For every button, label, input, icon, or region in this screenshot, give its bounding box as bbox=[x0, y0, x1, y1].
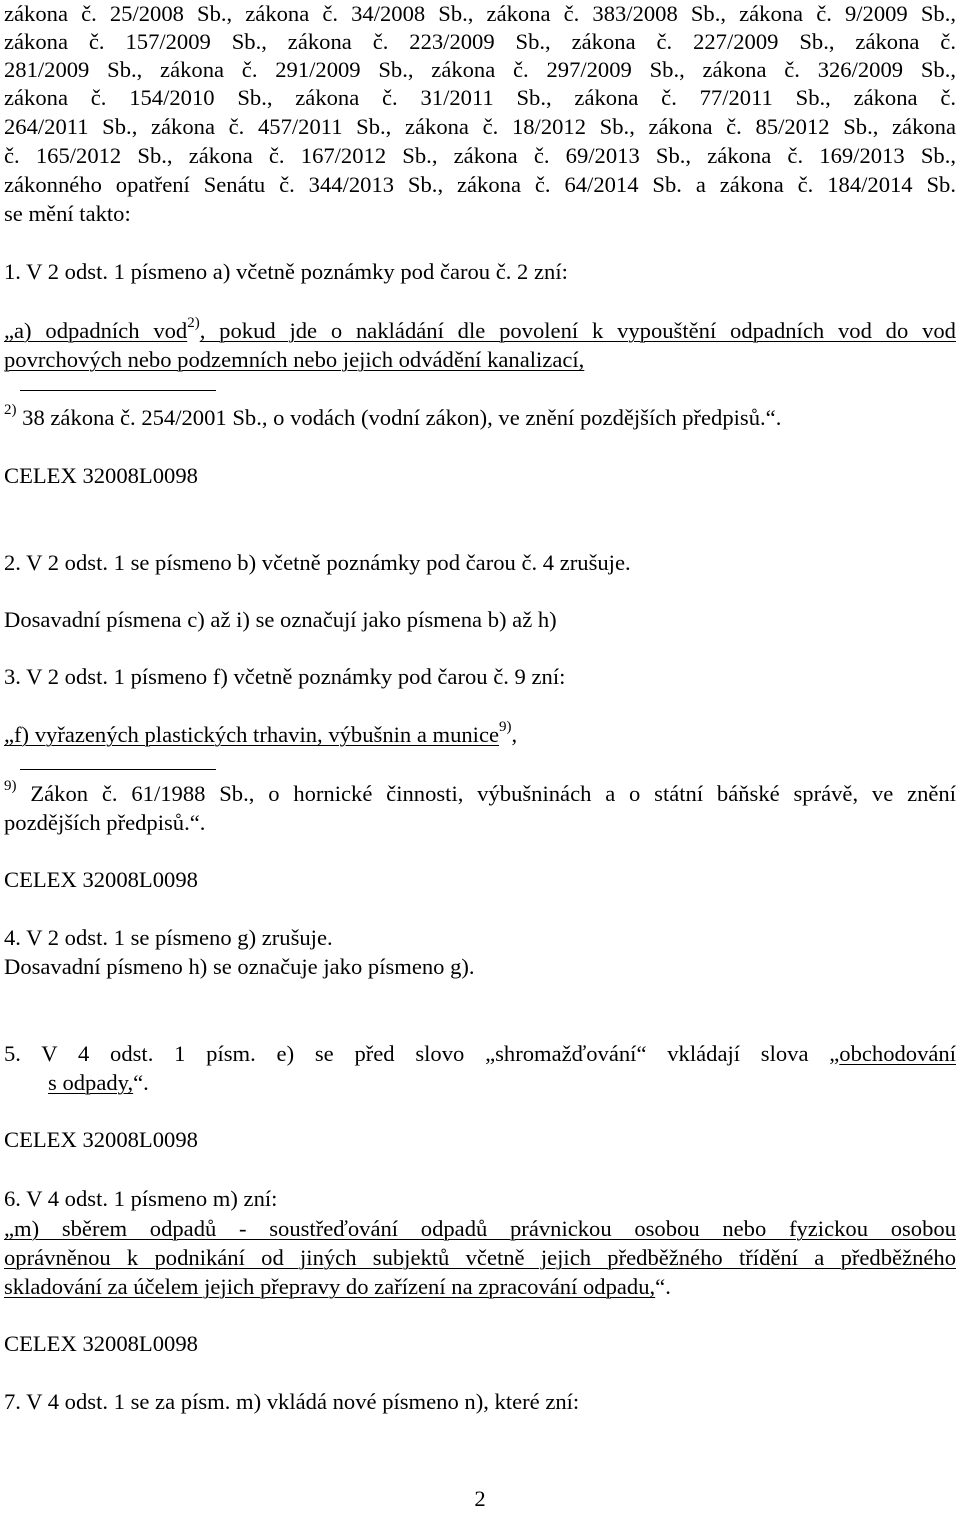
item3-footnote-line2: pozdějších předpisů.“. bbox=[4, 810, 206, 835]
item7-heading: 7. V 4 odst. 1 se za písm. m) vkládá nové písmeno n), které zní: bbox=[4, 1389, 580, 1414]
celex-reference: CELEX 32008L0098 bbox=[4, 1331, 198, 1356]
item3-footnote-text: Zákon č. 61/1988 Sb., o hornické činnosti, výbušninách a o státní báňské správě, ve znění bbox=[16, 781, 956, 806]
intro-line: zákona č. 154/2010 Sb., zákona č. 31/2011 Sb., zákona č. 77/2011 Sb., zákona č. bbox=[4, 85, 956, 110]
item6-quote-line1-text: „m) sběrem odpadů - soustřeďování odpadů právnickou osobou nebo fyzickou osobou bbox=[4, 1216, 956, 1241]
item4-note: Dosavadní písmeno h) se označuje jako písmeno g). bbox=[4, 954, 475, 979]
celex-reference: CELEX 32008L0098 bbox=[4, 1127, 198, 1152]
footnote-mark: 9) bbox=[4, 778, 17, 795]
footnote-mark: 2) bbox=[4, 402, 17, 419]
item5-line2-text: “. bbox=[133, 1070, 149, 1095]
item1-footnote-text: 38 zákona č. 254/2001 Sb., o vodách (vodní zákon), ve znění pozdějších předpisů.“. bbox=[16, 405, 782, 430]
intro-line: zákona č. 25/2008 Sb., zákona č. 34/2008 Sb., zákona č. 383/2008 Sb., zákona č. 9/2009 Sb., bbox=[4, 1, 956, 26]
item5-line1-underlined: obchodování bbox=[839, 1041, 956, 1066]
page-number: 2 bbox=[474, 1486, 486, 1511]
intro-line: zákonného opatření Senátu č. 344/2013 Sb., zákona č. 64/2014 Sb. a zákona č. 184/2014 Sb. bbox=[4, 172, 956, 197]
item4-heading: 4. V 2 odst. 1 se písmeno g) zrušuje. bbox=[4, 925, 333, 950]
item6-quote-line3 bbox=[4, 1273, 956, 1301]
intro-line: zákona č. 157/2009 Sb., zákona č. 223/2009 Sb., zákona č. 227/2009 Sb., zákona č. bbox=[4, 29, 956, 54]
item6-heading: 6. V 4 odst. 1 písmeno m) zní: bbox=[4, 1186, 278, 1211]
item1-footnote bbox=[4, 404, 956, 432]
item5-line2-underlined: s odpady, bbox=[48, 1070, 134, 1095]
celex-reference: CELEX 32008L0098 bbox=[4, 463, 198, 488]
item1-quote-line2 bbox=[4, 346, 956, 374]
footnote-separator bbox=[20, 390, 216, 391]
intro-line: 281/2009 Sb., zákona č. 291/2009 Sb., zákona č. 297/2009 Sb., zákona č. 326/2009 Sb., bbox=[4, 57, 956, 82]
item5-line1 bbox=[4, 1040, 956, 1068]
footnote-separator bbox=[20, 769, 216, 770]
item3-quote-b: , bbox=[511, 722, 518, 747]
celex-reference: CELEX 32008L0098 bbox=[4, 867, 198, 892]
item5-line1-text: 5. V 4 odst. 1 písm. e) se před slovo „shromažďování“ vkládají slova „ bbox=[4, 1041, 840, 1066]
intro-line: č. 165/2012 Sb., zákona č. 167/2012 Sb., zákona č. 69/2013 Sb., zákona č. 169/2013 Sb., bbox=[4, 143, 956, 168]
footnote-ref: 9) bbox=[499, 719, 512, 736]
item1-quote-line1 bbox=[4, 317, 956, 345]
item3-quote bbox=[4, 721, 956, 749]
intro-line: 264/2011 Sb., zákona č. 457/2011 Sb., zákona č. 18/2012 Sb., zákona č. 85/2012 Sb., zákona bbox=[4, 114, 956, 139]
item3-quote-a: „f) vyřazených plastických trhavin, výbušnin a munice bbox=[4, 722, 500, 747]
item5-line2 bbox=[48, 1069, 956, 1097]
item2-note: Dosavadní písmena c) až i) se označují jako písmena b) až h) bbox=[4, 607, 557, 632]
item6-quote-line2 bbox=[4, 1244, 956, 1272]
item6-quote-line2-text: oprávněnou k podnikání od jiných subjektů včetně jejich předběžného třídění a předběžného bbox=[4, 1245, 956, 1270]
footnote-ref: 2) bbox=[187, 315, 200, 332]
item3-heading: 3. V 2 odst. 1 písmeno f) včetně poznámky pod čarou č. 9 zní: bbox=[4, 664, 566, 689]
item1-quote-b: , pokud jde o nakládání dle povolení k vypouštění odpadních vod do vod bbox=[199, 318, 956, 343]
item6-quote-line1 bbox=[4, 1215, 956, 1243]
item1-quote-line2-text: povrchových nebo podzemních nebo jejich odvádění kanalizací, bbox=[4, 347, 585, 372]
item1-heading: 1. V 2 odst. 1 písmeno a) včetně poznámky pod čarou č. 2 zní: bbox=[4, 259, 568, 284]
item2-heading: 2. V 2 odst. 1 se písmeno b) včetně poznámky pod čarou č. 4 zrušuje. bbox=[4, 550, 631, 575]
intro-line: se mění takto: bbox=[4, 201, 131, 226]
item6-quote-line3-underlined: skladování za účelem jejich přepravy do zařízení na zpracování odpadu, bbox=[4, 1274, 656, 1299]
item6-quote-line3-text: “. bbox=[655, 1274, 671, 1299]
item1-quote-a: „a) odpadních vod bbox=[4, 318, 188, 343]
item3-footnote-line1 bbox=[4, 780, 956, 808]
